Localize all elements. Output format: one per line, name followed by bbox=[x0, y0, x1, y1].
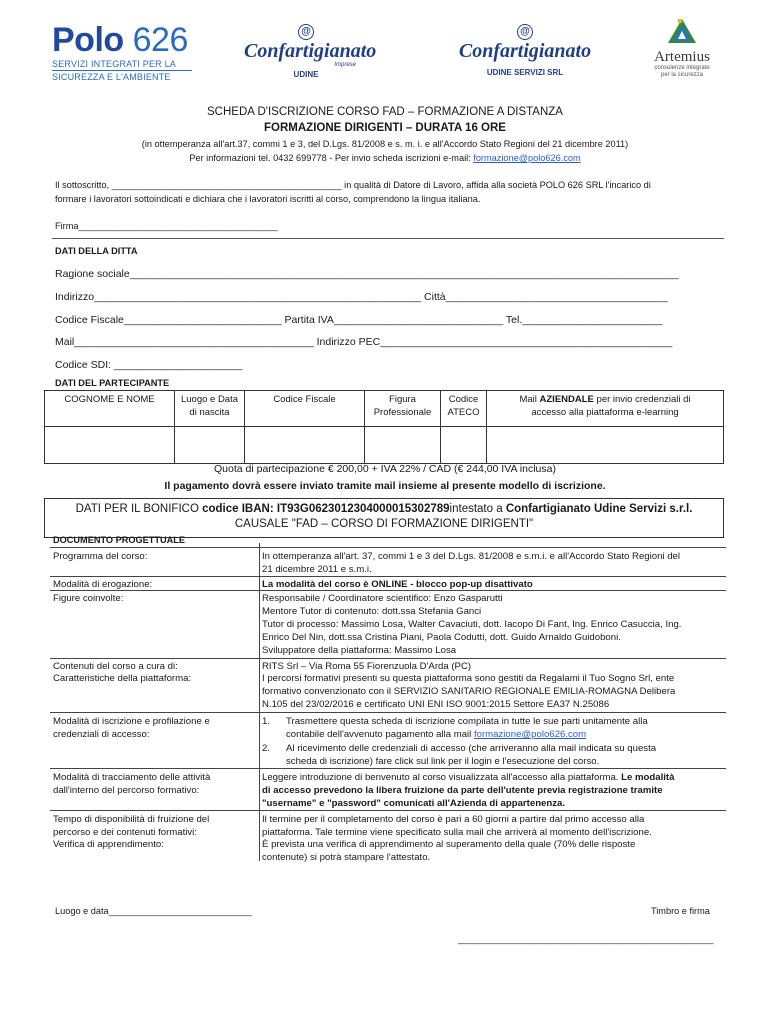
col-mail-label-bold: AZIENDALE bbox=[539, 394, 594, 405]
figure-value-5: Sviluppatore della piattaforma: Massimo Losa bbox=[262, 645, 457, 656]
cognome-cell[interactable] bbox=[45, 427, 175, 464]
polo-logo-name: Polo bbox=[52, 21, 124, 59]
sdi-code-field[interactable]: Codice SDI: ______________________ bbox=[55, 359, 243, 371]
programma-label: Programma del corso: bbox=[53, 551, 148, 562]
declaration-line-2: formare i lavoratori sottoindicati e dichiara che i lavoratori iscritti al corso, comprendono la lingua italiana. bbox=[55, 194, 481, 204]
conf1-sub: UDINE bbox=[293, 70, 319, 79]
step1-text-1: Trasmettere questa scheda di iscrizione compilata in tutte le sue parti unitamente alla bbox=[286, 716, 648, 727]
verifica-value-2: contenute) si potrà stampare l'attestato. bbox=[262, 852, 431, 863]
col-mail bbox=[487, 391, 724, 427]
verifica-label: Verifica di apprendimento: bbox=[53, 839, 164, 850]
mail-cell[interactable] bbox=[487, 427, 724, 464]
tracciamento-value-3: "username" e "password" comunicati all'Azienda di appartenenza. bbox=[262, 798, 566, 809]
row-contenuti bbox=[50, 658, 726, 672]
project-document bbox=[50, 535, 726, 865]
step2-text-1: Al ricevimento delle credenziali di accesso (che arriveranno alla mail indicata su questa bbox=[286, 742, 657, 754]
conf2-sub: UDINE SERVIZI SRL bbox=[486, 68, 564, 77]
col-figura bbox=[365, 391, 441, 427]
figure-value-2: Mentore Tutor di contenuto: dott.ssa Stefania Ganci bbox=[262, 606, 482, 617]
tracciamento-label-2: dall'interno del percorso formativo: bbox=[53, 785, 200, 796]
figure-value-4: Enrico Del Nin, dott.ssa Cristina Piani, Paola Codutti, dott. Guido Arnaldo Guidoboni. bbox=[262, 632, 621, 643]
polo-logo-tagline-2: SICUREZZA E L'AMBIENTE bbox=[52, 72, 171, 82]
row-verifica bbox=[50, 837, 726, 865]
confartigianato-udine-logo bbox=[244, 24, 377, 80]
project-heading: DOCUMENTO PROGETTUALE bbox=[53, 535, 186, 545]
caratteristiche-value-3: N.105 del 23/02/2016 e certificato UNI ENI ISO 9001:2015 Settore EA37 N.25086 bbox=[262, 699, 610, 710]
col-cf-label: Codice Fiscale bbox=[273, 394, 336, 405]
signature-line[interactable]: __________________________________________________ bbox=[458, 934, 714, 944]
participant-section-heading: DATI DEL PARTECIPANTE bbox=[55, 378, 170, 388]
col-cognome-label: COGNOME E NOME bbox=[64, 394, 155, 405]
place-date-field[interactable]: Luogo e data____________________________ bbox=[55, 906, 252, 916]
col-luogo-label-2: di nascita bbox=[189, 407, 230, 418]
figure-value-3: Tutor di processo: Massimo Losa, Walter Cavaciuti, dott. Iacopo Di Fant, Ing. Enrico Casuccia, Ing. bbox=[262, 619, 682, 630]
polo626-logo bbox=[52, 22, 202, 82]
conf1-small: Imprese bbox=[334, 62, 356, 68]
tempo-value-2: piattaforma. Tale termine viene specificato sulla mail che arriverà al momento dell'iscrizione. bbox=[262, 827, 652, 838]
fee-text: Quota di partecipazione € 200,00 + IVA 22% / CAD (€ 244,00 IVA inclusa) bbox=[214, 463, 556, 475]
tracciamento-label-1: Modalità di tracciamento delle attività bbox=[53, 772, 211, 783]
programma-value-2: 21 dicembre 2011 e s.m.i. bbox=[262, 564, 372, 575]
iscrizione-steps bbox=[262, 715, 726, 769]
beneficiary: Confartigianato Udine Servizi s.r.l. bbox=[505, 503, 693, 515]
step2-text-2: scheda di iscrizione) fare click sul link per il login e l'esecuzione del corso. bbox=[286, 756, 600, 768]
col-mail-label-post: per invio credenziali di bbox=[593, 394, 691, 405]
luogo-cell[interactable] bbox=[175, 427, 245, 464]
mail-field[interactable]: Mail_________________________________________ Indirizzo PEC__________________________________________________ bbox=[55, 336, 673, 348]
company-section-heading: DATI DELLA DITTA bbox=[55, 246, 138, 256]
col-ateco-label-2: ATECO bbox=[447, 407, 480, 418]
contenuti-label: Contenuti del corso a cura di: bbox=[53, 661, 178, 672]
col-ateco-label-1: Codice bbox=[448, 394, 479, 405]
row-caratteristiche bbox=[50, 672, 726, 712]
artemius-name: Artemius bbox=[654, 49, 710, 65]
conf1-name: Confartigianato bbox=[244, 40, 377, 62]
step1-email-link[interactable]: formazione@polo626.com bbox=[473, 729, 587, 741]
col-cf bbox=[245, 391, 365, 427]
row-modalita bbox=[50, 576, 726, 590]
artemius-tagline-2: per la sicurezza bbox=[660, 72, 704, 78]
programma-value-1: In ottemperanza all'art. 37, commi 1 e 3 del D.Lgs. 81/2008 e s.m.i. e all'Accordo Stato Regioni del bbox=[262, 551, 681, 562]
step1-number: 1. bbox=[262, 716, 271, 727]
company-name-field[interactable]: Ragione sociale______________________________________________________________________________________________ bbox=[55, 268, 679, 280]
figure-label: Figure coinvolte: bbox=[53, 593, 124, 604]
confartigianato-servizi-logo bbox=[450, 24, 600, 78]
row-programma bbox=[50, 547, 726, 577]
iscrizione-label-2: credenziali di accesso: bbox=[53, 729, 150, 740]
modalita-value: La modalità del corso è ONLINE - blocco pop-up disattivato bbox=[262, 579, 533, 590]
verifica-value-1: È prevista una verifica di apprendimento al superamento della quale (70% delle risposte bbox=[262, 839, 636, 850]
col-figura-label-2: Professionale bbox=[373, 407, 432, 418]
tracciamento-value-1-bold: Le modalità bbox=[621, 772, 675, 783]
col-ateco bbox=[441, 391, 487, 427]
step1-text-2: contabile dell'avvenuto pagamento alla mail bbox=[286, 729, 474, 741]
row-figure bbox=[50, 590, 726, 660]
caratteristiche-value-1: I percorsi formativi presenti su questa piattaforma sono gestiti da Regalami il Tuo Sogno Srl, ente bbox=[262, 673, 675, 684]
regulation-note: (in ottemperanza all'art.37, commi 1 e 3, del D.Lgs. 81/2008 e s. m. i. e all'Accordo Stato Regioni del 21 dicembre 2011) bbox=[141, 139, 629, 149]
caratteristiche-label: Caratteristiche della piattaforma: bbox=[53, 673, 192, 684]
row-iscrizione bbox=[50, 712, 726, 768]
figure-value-1: Responsabile / Coordinatore scientifico: Enzo Gasparutti bbox=[262, 593, 503, 604]
bonifico-intestato: intestato a bbox=[449, 503, 506, 515]
artemius-a-icon bbox=[667, 18, 697, 44]
cf-cell[interactable] bbox=[245, 427, 365, 464]
col-cognome bbox=[45, 391, 175, 427]
form-title: SCHEDA D'ISCRIZIONE CORSO FAD – FORMAZIONE A DISTANZA bbox=[207, 106, 563, 118]
polo-logo-number: 626 bbox=[132, 21, 188, 59]
iban: codice IBAN: IT93G0623012304000015302789 bbox=[202, 503, 450, 515]
causale: CAUSALE "FAD – CORSO DI FORMAZIONE DIRIGENTI" bbox=[234, 518, 534, 530]
divider bbox=[52, 238, 724, 239]
col-figura-label-1: Figura bbox=[389, 394, 416, 405]
conf2-name: Confartigianato bbox=[458, 40, 592, 62]
tempo-value-1: Il termine per il completamento del corso è pari a 60 giorni a partire dal primo accesso alla bbox=[262, 814, 645, 825]
polo-logo-rule bbox=[52, 70, 192, 71]
tempo-label-1: Tempo di disponibilità di fruizione del bbox=[53, 814, 210, 825]
iscrizione-label-1: Modalità di iscrizione e profilazione e bbox=[53, 716, 210, 727]
tempo-label-2: percorso e dei contenuti formativi: bbox=[53, 827, 197, 838]
participant-table-header bbox=[45, 391, 724, 427]
figura-cell[interactable] bbox=[365, 427, 441, 464]
participant-table bbox=[44, 390, 724, 464]
ateco-cell[interactable] bbox=[441, 427, 487, 464]
polo-logo-tagline-1: SERVIZI INTEGRATI PER LA bbox=[52, 59, 176, 69]
signature-field[interactable]: Firma_______________________________________ bbox=[55, 221, 278, 231]
stamp-signature-label: Timbro e firma bbox=[651, 906, 710, 916]
row-tracciamento bbox=[50, 768, 726, 812]
contact-info bbox=[0, 153, 770, 163]
col-luogo-label-1: Luogo e Data bbox=[180, 394, 239, 405]
bank-transfer-box bbox=[44, 498, 724, 538]
payment-note: Il pagamento dovrà essere inviato tramite mail insieme al presente modello di iscrizione. bbox=[164, 480, 606, 492]
contact-info-text: Per informazioni tel. 0432 699778 - Per invio scheda iscrizioni e-mail: bbox=[189, 153, 474, 163]
declaration-line-1: Il sottoscritto, _____________________________________________ in qualità di Datore di Lavoro, affida alla società POLO 626 SRL l'incarico di bbox=[55, 180, 651, 190]
col-mail-label-2: accesso alla piattaforma e-learning bbox=[531, 407, 679, 418]
row-tempo bbox=[50, 810, 726, 840]
participant-entry-row bbox=[45, 427, 724, 464]
form-subtitle: FORMAZIONE DIRIGENTI – DURATA 16 ORE bbox=[264, 122, 506, 134]
col-luogo bbox=[175, 391, 245, 427]
bonifico-label: DATI PER IL BONIFICO bbox=[75, 503, 203, 515]
tax-code-field[interactable]: Codice Fiscale___________________________ Partita IVA_____________________________ Tel.________________________ bbox=[55, 314, 663, 326]
confartigianato-mark-icon: @ bbox=[298, 24, 314, 40]
step2-number: 2. bbox=[262, 742, 271, 754]
caratteristiche-value-2: formativo convenzionato con il SERVIZIO SANITARIO REGIONALE EMILIA-ROMAGNA Delibera bbox=[262, 686, 676, 697]
contact-email-link[interactable]: formazione@polo626.com bbox=[473, 153, 581, 163]
modalita-label: Modalità di erogazione: bbox=[53, 579, 153, 590]
confartigianato-mark-icon: @ bbox=[517, 24, 533, 40]
contenuti-value: RITS Srl – Via Roma 55 Fiorenzuola D'Arda (PC) bbox=[262, 661, 472, 672]
artemius-logo bbox=[640, 18, 724, 79]
tracciamento-value-2: di accesso prevedono la libera fruizione da parte dell'utente previa registrazione tramite bbox=[262, 785, 663, 796]
artemius-tagline-1: consulenze integrate bbox=[654, 65, 710, 71]
tracciamento-value-1: Leggere introduzione di benvenuto al corso visualizzata all'accesso alla piattaforma. bbox=[262, 772, 622, 783]
address-field[interactable]: Indirizzo________________________________________________________ Città______________________________________ bbox=[55, 291, 668, 303]
col-mail-label-pre: Mail bbox=[519, 394, 540, 405]
